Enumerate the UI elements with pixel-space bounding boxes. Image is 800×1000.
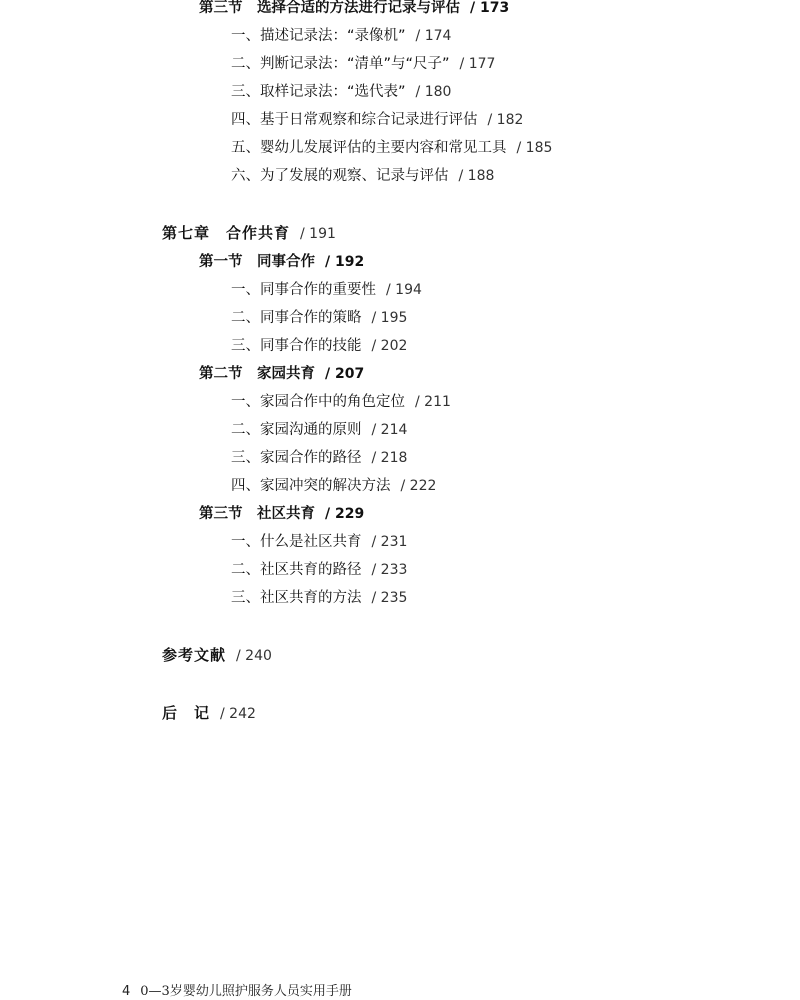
toc-label: 四、基于日常观察和综合记录进行评估	[231, 112, 478, 128]
toc-item-line	[231, 335, 407, 357]
footer-page-number: 4	[122, 984, 131, 999]
toc-item-line	[231, 531, 407, 553]
toc-label: 第三节 选择合适的方法进行记录与评估	[199, 0, 460, 16]
toc-chapter-line	[162, 702, 256, 725]
toc-label: 三、取样记录法：“选代表”	[231, 84, 406, 100]
toc-page-number: / 195	[371, 310, 408, 326]
toc-page-number: / 240	[236, 648, 272, 664]
toc-label: 五、婴幼儿发展评估的主要内容和常见工具	[231, 140, 507, 156]
toc-item-line	[231, 391, 451, 413]
toc-item-line	[231, 587, 407, 609]
toc-item-line	[231, 25, 451, 47]
toc-page-number: / 202	[371, 338, 408, 354]
toc-page-number: / 177	[459, 56, 496, 72]
toc-item-line	[231, 53, 495, 75]
toc-item-line	[231, 279, 422, 301]
toc-chapter-line	[162, 644, 272, 667]
toc-label: 三、社区共育的方法	[231, 590, 362, 606]
toc-page-number: / 233	[371, 562, 408, 578]
toc-page-number: / 180	[415, 84, 452, 100]
toc-item-line	[231, 165, 494, 187]
toc-page-number: / 242	[220, 706, 256, 722]
toc-section-line	[199, 503, 364, 525]
toc-label: 一、同事合作的重要性	[231, 282, 376, 298]
toc-label: 第三节 社区共育	[199, 506, 315, 522]
toc-section-line	[199, 0, 509, 19]
toc-item-line	[231, 475, 436, 497]
toc-label: 一、描述记录法：“录像机”	[231, 28, 406, 44]
toc-item-line	[231, 447, 407, 469]
toc-section-line	[199, 251, 364, 273]
toc-page-number: / 173	[470, 0, 510, 16]
toc-page-number: / 192	[325, 254, 365, 270]
toc-label: 一、什么是社区共育	[231, 534, 362, 550]
toc-page-number: / 211	[415, 394, 451, 410]
toc-item-line	[231, 81, 451, 103]
toc-label: 第七章 合作共育	[162, 224, 291, 242]
toc-label: 二、家园沟通的原则	[231, 422, 362, 438]
toc-item-line	[231, 307, 407, 329]
toc-page-number: / 194	[386, 282, 422, 298]
footer-book-title: 0—3岁婴幼儿照护服务人员实用手册	[140, 984, 352, 999]
toc-label: 三、家园合作的路径	[231, 450, 362, 466]
toc-item-line	[231, 137, 552, 159]
toc-page-number: / 231	[371, 534, 408, 550]
toc-label: 三、同事合作的技能	[231, 338, 362, 354]
toc-item-line	[231, 419, 407, 441]
toc-chapter-line	[162, 222, 336, 245]
toc-page-number: / 191	[300, 226, 336, 242]
toc-label: 六、为了发展的观察、记录与评估	[231, 168, 449, 184]
toc-label: 二、社区共育的路径	[231, 562, 362, 578]
toc-label: 一、家园合作中的角色定位	[231, 394, 405, 410]
toc-page-number: / 235	[371, 590, 408, 606]
toc-label: 第二节 家园共育	[199, 366, 315, 382]
toc-label: 后 记	[162, 704, 211, 722]
toc-page-number: / 218	[371, 450, 408, 466]
toc-label: 二、判断记录法：“清单”与“尺子”	[231, 56, 450, 72]
toc-page-number: / 182	[487, 112, 524, 128]
toc-section-line	[199, 363, 364, 385]
toc-label: 第一节 同事合作	[199, 254, 315, 270]
toc-page-number: / 188	[458, 168, 495, 184]
page-footer	[122, 984, 352, 1000]
toc-page-number: / 214	[371, 422, 408, 438]
toc-page-number: / 222	[400, 478, 437, 494]
toc-page-number: / 229	[325, 506, 365, 522]
toc-item-line	[231, 109, 523, 131]
toc-label: 二、同事合作的策略	[231, 310, 362, 326]
toc-label: 参考文献	[162, 646, 227, 664]
toc-page-number: / 207	[325, 366, 365, 382]
toc-label: 四、家园冲突的解决方法	[231, 478, 391, 494]
toc-item-line	[231, 559, 407, 581]
toc-page-number: / 185	[516, 140, 553, 156]
toc-page-number: / 174	[415, 28, 452, 44]
